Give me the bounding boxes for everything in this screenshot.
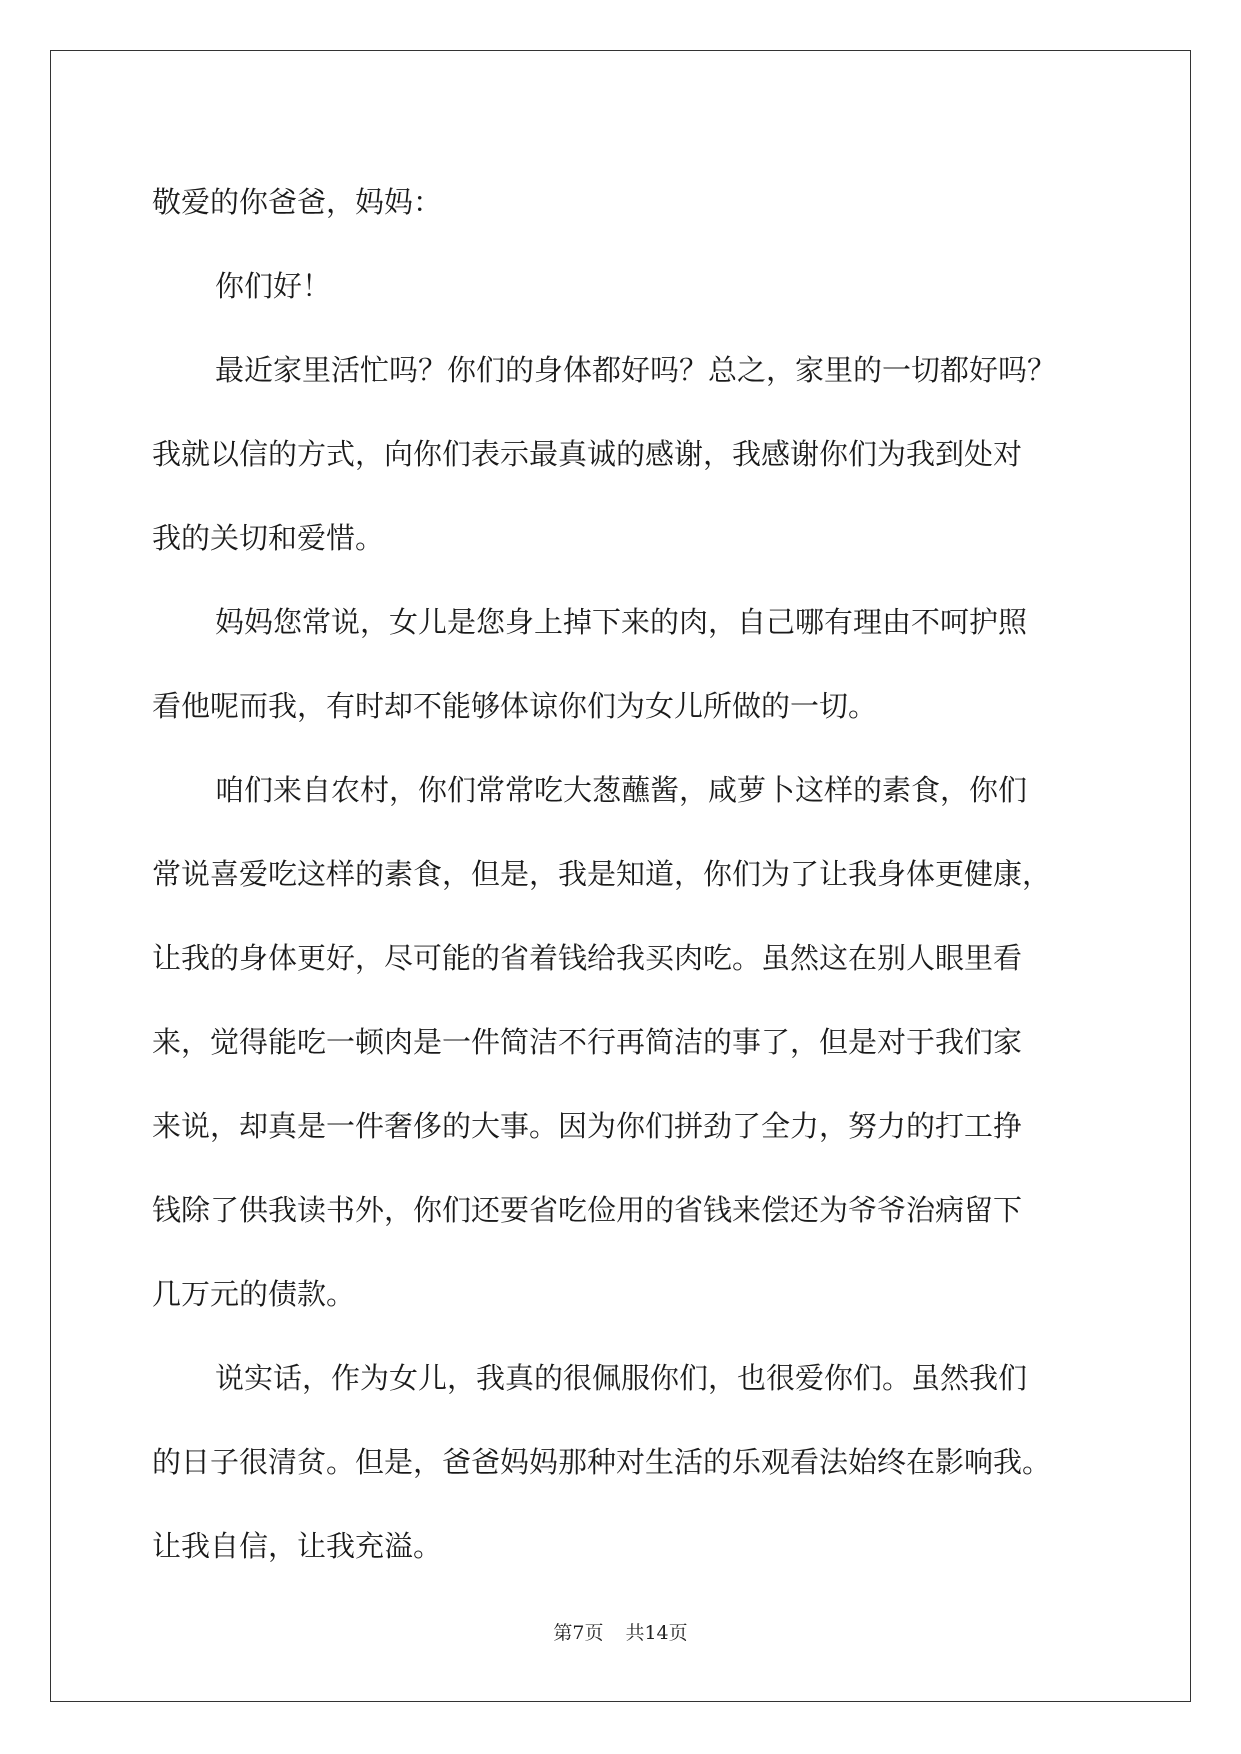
text-line: 来说，却真是一件奢侈的大事。因为你们拼劲了全力，努力的打工挣 xyxy=(152,1109,1023,1143)
text-line: 最近家里活忙吗？你们的身体都好吗？总之，家里的一切都好吗？ xyxy=(215,353,1057,387)
letter-body xyxy=(152,160,1092,1588)
text-line: 敬爱的你爸爸，妈妈： xyxy=(152,185,443,219)
page-footer xyxy=(0,1618,1241,1645)
text-line: 我就以信的方式，向你们表示最真诚的感谢，我感谢你们为我到处对 xyxy=(152,437,1023,471)
text-line: 看他呢而我，有时却不能够体谅你们为女儿所做的一切。 xyxy=(152,689,878,723)
text-line: 你们好！ xyxy=(215,269,332,303)
text-line: 几万元的债款。 xyxy=(152,1277,356,1311)
text-line: 常说喜爱吃这样的素食，但是，我是知道，你们为了让我身体更健康， xyxy=(152,857,1052,891)
text-line: 妈妈您常说，女儿是您身上掉下来的肉，自己哪有理由不呵护照 xyxy=(215,605,1028,639)
text-line: 说实话，作为女儿，我真的很佩服你们，也很爱你们。虽然我们 xyxy=(215,1361,1028,1395)
text-line: 的日子很清贫。但是，爸爸妈妈那种对生活的乐观看法始终在影响我。 xyxy=(152,1445,1052,1479)
text-line: 让我的身体更好，尽可能的省着钱给我买肉吃。虽然这在别人眼里看 xyxy=(152,941,1023,975)
text-line: 钱除了供我读书外，你们还要省吃俭用的省钱来偿还为爷爷治病留下 xyxy=(152,1193,1023,1227)
text-line: 咱们来自农村，你们常常吃大葱蘸酱，咸萝卜这样的素食，你们 xyxy=(215,773,1028,807)
text-line: 让我自信，让我充溢。 xyxy=(152,1529,443,1563)
text-line: 我的关切和爱惜。 xyxy=(152,521,385,555)
text-line: 来，觉得能吃一顿肉是一件简洁不行再简洁的事了，但是对于我们家 xyxy=(152,1025,1023,1059)
page-total: 共14页 xyxy=(625,1622,688,1644)
page-number: 第7页 xyxy=(553,1622,604,1644)
